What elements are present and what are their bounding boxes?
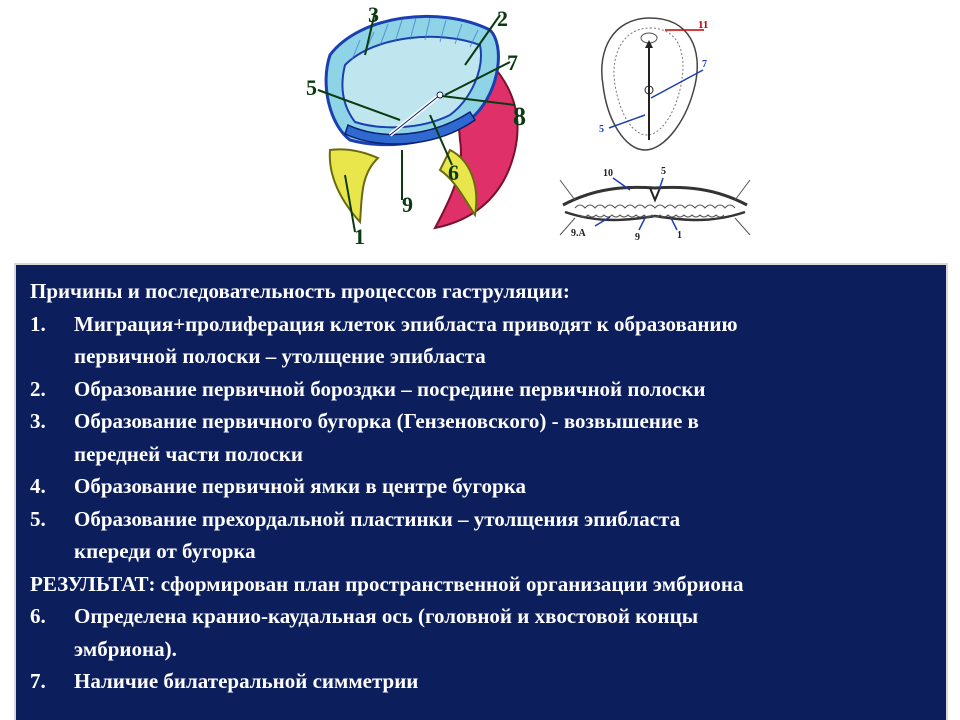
list-item-text [74, 503, 680, 568]
label-1-bottom: 1 [677, 230, 682, 241]
list-item [30, 405, 946, 470]
list-item-text [74, 665, 418, 698]
label-1: 1 [354, 224, 365, 248]
list-item-line: Образование первичной ямки в центре бугорка [74, 474, 526, 498]
list-item-line: кпереди от бугорка [74, 539, 256, 563]
label-7-right: 7 [702, 59, 707, 70]
list-item-line: Наличие билатеральной симметрии [74, 669, 419, 693]
embryo-cross-section-figure [555, 160, 755, 242]
label-9a: 9.A [571, 228, 586, 239]
label-2: 2 [497, 6, 508, 31]
label-8: 8 [513, 102, 526, 131]
list-item [30, 600, 946, 665]
list-item [30, 665, 946, 698]
list-item-line: Образование прехордальной пластинки – утолщения эпибласта [74, 506, 681, 531]
list-item [30, 373, 946, 406]
gastrulation-text-panel [14, 263, 948, 720]
list-item [30, 503, 946, 568]
label-5-right: 5 [599, 124, 604, 135]
label-11: 11 [698, 19, 709, 31]
list-item-number: 6. [30, 604, 46, 628]
list-item-text [74, 373, 706, 406]
label-6: 6 [448, 160, 459, 185]
list-item-text [74, 308, 738, 373]
list-item-number: 7. [30, 669, 46, 693]
list-item-number: 4. [30, 474, 46, 498]
label-3: 3 [368, 2, 379, 27]
label-9-bottom: 9 [635, 232, 640, 242]
result-heading: РЕЗУЛЬТАТ: сформирован план пространственной организации эмбриона [30, 571, 744, 596]
list-item-text [74, 405, 699, 470]
list-item-number: 2. [30, 376, 46, 401]
list-item-line: первичной полоски – утолщение эпибласта [74, 344, 486, 368]
list-item-line: передней части полоски [74, 441, 303, 466]
list-item [30, 308, 946, 373]
label-10: 10 [603, 168, 613, 179]
label-7: 7 [507, 50, 518, 75]
embryo-section-figure [290, 0, 538, 248]
panel-heading: Причины и последовательность процессов гаструляции: [30, 279, 570, 303]
label-9: 9 [402, 192, 413, 217]
process-list [30, 308, 946, 568]
list-item-line: Определена кранио-каудальная ось (головной и хвостовой концы [74, 604, 699, 628]
list-item-number: 3. [30, 409, 46, 433]
list-item-line: эмбриона). [74, 636, 177, 661]
list-item-text [74, 600, 698, 665]
result-list [30, 600, 946, 698]
list-item-line: Образование первичного бугорка (Гензеновского) - возвышение в [74, 409, 699, 433]
list-item-line: Миграция+пролиферация клеток эпибласта приводят к образованию [74, 311, 738, 336]
label-5: 5 [306, 75, 317, 100]
embryo-yellow-wall [330, 149, 378, 222]
list-item-number: 1. [30, 311, 46, 336]
list-item-line: Образование первичной бороздки – посредине первичной полоски [74, 376, 706, 401]
list-item [30, 470, 946, 503]
label-5-bottom: 5 [661, 166, 666, 177]
list-item-text [74, 470, 526, 503]
embryo-top-view-figure [585, 10, 715, 160]
list-item-number: 5. [30, 506, 46, 531]
